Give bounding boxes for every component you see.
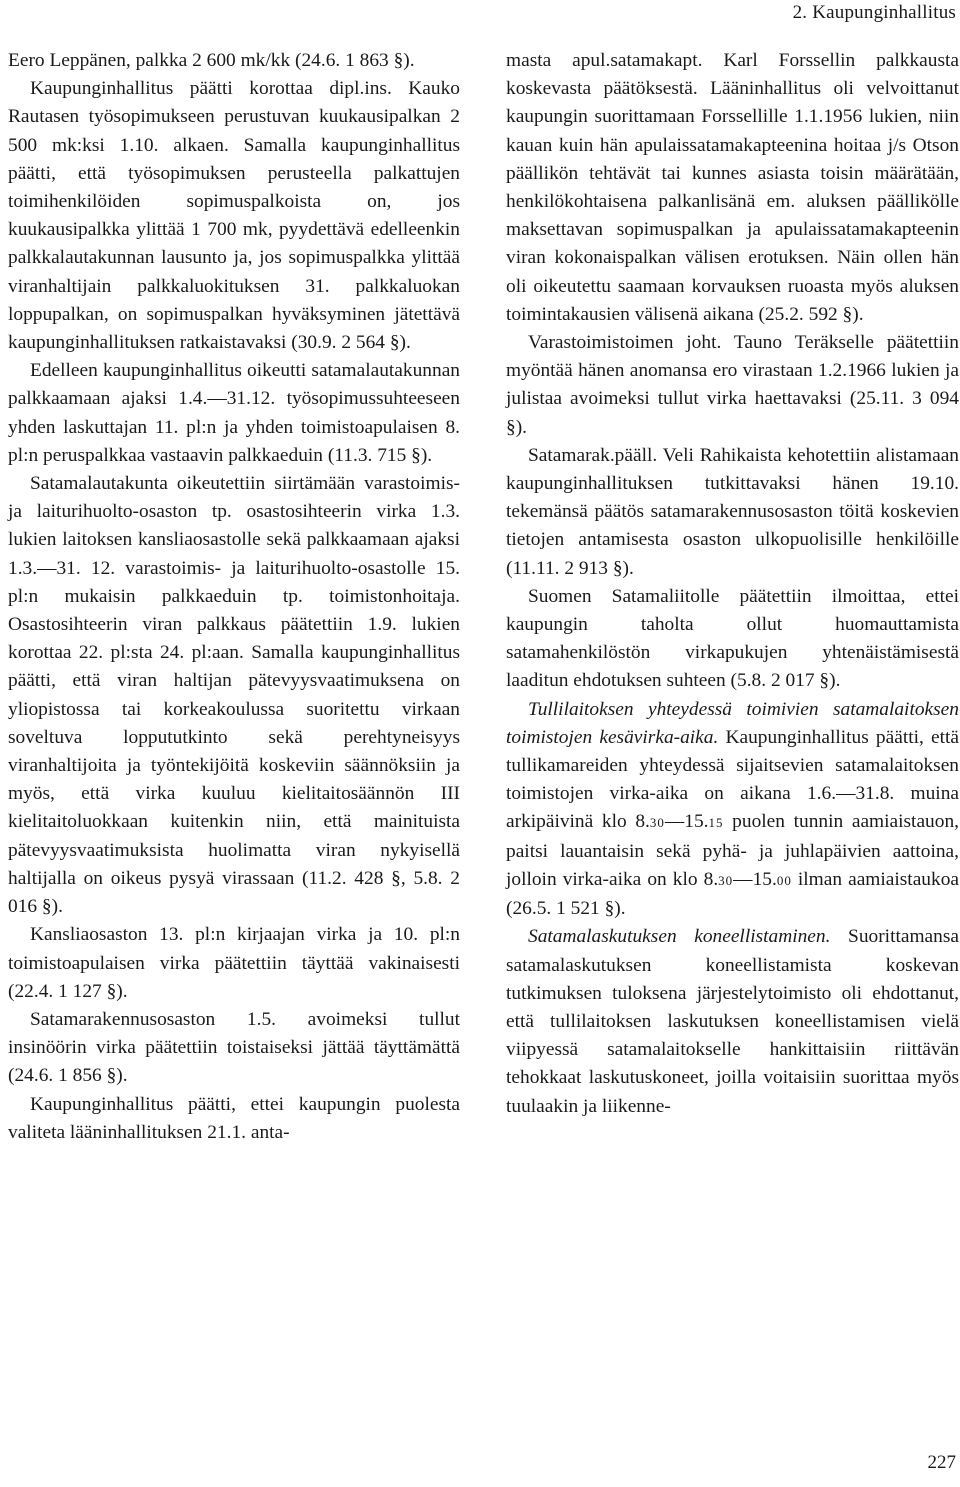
paragraph: masta apul.satamakapt. Karl Forssellin palkkausta koskevasta päätöksestä. Lääninhallitus oli velvoittanut kaupungin suorittamaan Forssellille 1.1.1956 lukien, niin kauan kuin hän apulaissatamakapteenina hoitaa j/s Otson päällikön tehtävät tai kunnes asiasta toisin määrätään, henkilökohtaisena palkanlisänä em. aluksen päällikölle maksettavan sopimuspalkan ja apulaissatamakapteenin viran kokonaispalkan välisen erotuksen. Näin ollen hän oli oikeutettu saamaan korvauksen ruoasta myös aluksen toimintakausien välisenä aikana (25.2. 592 §). (506, 50, 959, 325)
left-column (8, 47, 460, 1147)
paragraph: Edelleen kaupunginhallitus oikeutti satamalautakunnan palkkaamaan ajaksi 1.4.—31.12. työsopimussuhteeseen yhden laskuttajan 11. pl:n ja yhden toimistoapulaisen 8. pl:n peruspalkkaa vastaavin palkkaeduin (11.3. 715 §). (8, 360, 460, 466)
paragraph: Satamarakennusosaston 1.5. avoimeksi tullut insinöörin virka päätettiin toistaiseksi jättää täyttämättä (24.6. 1 856 §). (8, 1008, 460, 1087)
paragraph: Suomen Satamaliitolle päätettiin ilmoittaa, ettei kaupungin taholta ollut huomauttamista satamahenkilöstön virkapukujen yhtenäistämisestä laaditun ehdotuksen suhteen (5.8. 2 017 §). (506, 585, 959, 692)
paragraph-text: puolen tunnin aamiaistauon, paitsi lauantaisin sekä pyhä- ja juhlapäivien aattoina, jolloin virka-aika on klo 8. (506, 811, 959, 890)
time-minutes: 00 (776, 872, 792, 888)
time-minutes: 15 (708, 815, 724, 831)
paragraph: Satamarak.pääll. Veli Rahikaista kehotettiin alistamaan kaupunginhallituksen tutkittavaksi hänen 19.10. tekemänsä päätös satamarakennusosaston töitä koskevien tietojen antamisesta osaston ulkopuolisille henkilöille (11.11. 2 913 §). (506, 444, 959, 579)
time-minutes: 30 (718, 872, 734, 888)
paragraph: Kaupunginhallitus päätti korottaa dipl.ins. Kauko Rautasen työsopimukseen perustuvan kuukausipalkan 2 500 mk:ksi 1.10. alkaen. Samalla kaupunginhallitus päätti, että työsopimuksen perusteella palkattujen toimihenkilöiden sopimuspalkoista on, jos kuukausipalkka ylittää 1 700 mk, pyydettävä edelleenkin palkkalautakunnan lausunto ja, jos sopimuspalkka ylittää viranhaltijain palkkaluokituksen 31. palkkaluokan loppupalkan, on sopimuspalkan hyväksyminen jätettävä kaupunginhallituksen ratkaistavaksi (30.9. 2 564 §). (8, 78, 460, 354)
paragraph-text: —15. (664, 811, 709, 833)
right-column (506, 47, 959, 1121)
paragraph (506, 696, 959, 924)
paragraph-text: ilman aamiaistaukoa (26.5. 1 521 §). (506, 868, 959, 920)
paragraph (506, 923, 959, 1120)
paragraph-text: —15. (733, 868, 777, 890)
paragraph: Kaupunginhallitus päätti, ettei kaupungin puolesta valiteta lääninhallituksen 21.1. anta- (8, 1093, 460, 1143)
paragraph-text: Kaupunginhallitus päätti, että tullikamareiden yhteydessä sijaitsevien satamalaitoksen toimistojen virka-aika on aikana 1.6.—31.8. muina arkipäivinä klo 8. (506, 726, 959, 833)
paragraph: Satamalautakunta oikeutettiin siirtämään varastoimis- ja laiturihuolto-osaston tp. osastosihteerin virka 1.3. lukien laitoksen kansliaosastolle sekä palkkaamaan ajaksi 1.3.—31. 12. varastoimis- ja laiturihuolto-osastolle 15. pl:n mukaisin palkkaeduin tp. toimistonhoitaja. Osastosihteerin viran palkkaus päätettiin 1.9. lukien korottaa 22. pl:sta 24. pl:aan. Samalla kaupunginhallitus päätti, että viran haltijan pätevyysvaatimuksena on yliopistossa tai korkeakoulussa suoritettu virkaan soveltuva loppututkinto sekä perehtyneisyys viranhaltijoita ja työntekijöitä koskeviin säännöksiin ja myös, että virka kuuluu kielitaitosäännön III kielitaitoluokkaan kuitenkin niin, että mainituista pätevyysvaatimuksista huolimatta viran nykyisellä haltijalla on oikeus pysyä virassaan (11.2. 428 §, 5.8. 2 016 §). (8, 473, 460, 918)
time-minutes: 30 (649, 815, 665, 831)
section-heading: Tullilaitoksen yhteydessä toimivien satamalaitoksen toimistojen kesävirka-aika. (506, 698, 959, 748)
paragraph-text: Suorittamansa satamalaskutuksen koneellistamista koskevan tutkimuksen tuloksena järjestelytoimisto oli ehdottanut, että tullilaitoksen laskutuksen koneellistamisen vielä viipyessä satamalaitokselle hankittaisiin riittävän tehokkaat laskutuskoneet, joilla voitaisiin suorittaa myös tuulaakin ja liikenne- (506, 926, 959, 1117)
paragraph: Kansliaosaston 13. pl:n kirjaajan virka ja 10. pl:n toimistoapulaisen virka päätettiin täyttää vakinaisesti (22.4. 1 127 §). (8, 924, 460, 1002)
section-heading: Satamalaskutuksen koneellistaminen. (528, 926, 831, 948)
paragraph: Eero Leppänen, palkka 2 600 mk/kk (24.6. 1 863 §). (8, 50, 415, 71)
running-head: 2. Kaupunginhallitus (792, 2, 956, 23)
paragraph: Varastoimistoimen joht. Tauno Teräkselle päätettiin myöntää hänen anomansa ero virastaan 1.2.1966 lukien ja julistaa avoimeksi tullut virka haettavaksi (25.11. 3 094 §). (506, 332, 959, 438)
page-number: 227 (927, 1452, 956, 1473)
